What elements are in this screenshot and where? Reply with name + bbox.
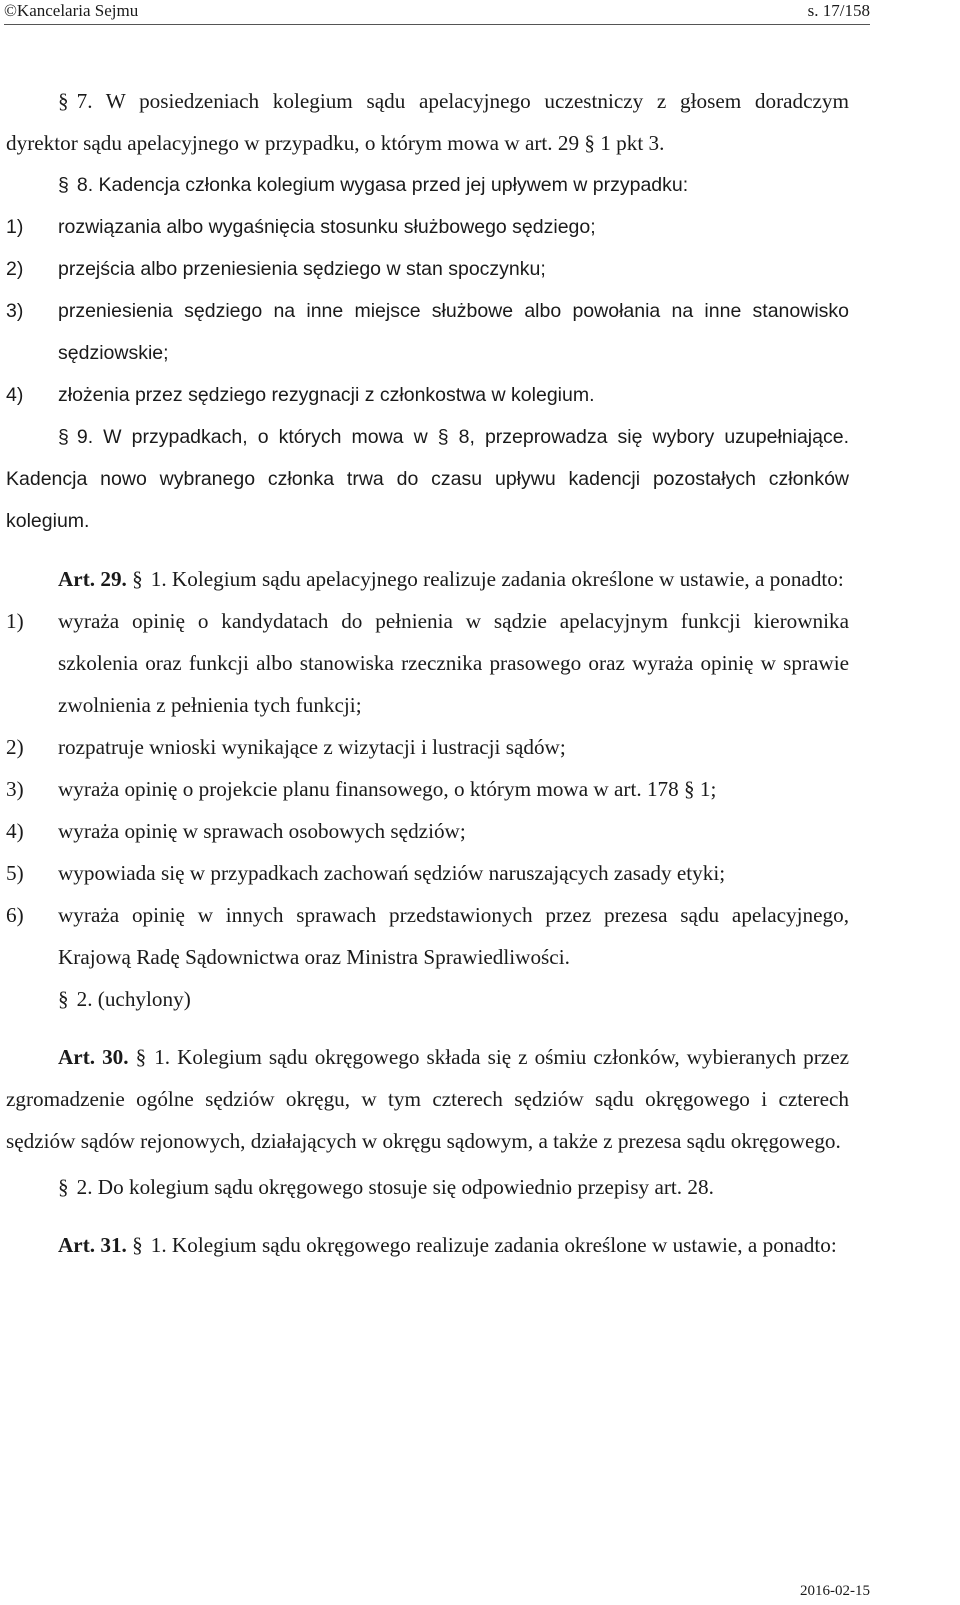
spacer xyxy=(6,1020,849,1036)
article-30-title: Art. 30. xyxy=(58,1045,129,1069)
paragraph-8-text: 8. Kadencja członka kolegium wygasa przed jej upływem w przypadku: xyxy=(76,174,689,196)
list-item: 3) przeniesienia sędziego na inne miejsce służbowe albo powołania na inne stanowisko sędziowskie; xyxy=(6,300,849,364)
section-sign: § xyxy=(132,567,143,591)
article-29-title: Art. 29. xyxy=(58,567,127,591)
article-29 xyxy=(6,558,849,600)
footer-date: 2016-02-15 xyxy=(800,1583,870,1599)
section-sign: § xyxy=(58,174,69,196)
article-31-title: Art. 31. xyxy=(58,1233,127,1257)
list-item: 6) wyraża opinię w innych sprawach przedstawionych przez prezesa sądu apelacyjnego, Krajową Radę Sądownictwa oraz Ministra Sprawiedliwości. xyxy=(6,903,849,969)
article-29-section-2: § 2. (uchylony) xyxy=(58,987,191,1011)
page-number: s. 17/158 xyxy=(807,1,870,20)
article-30-section-2: § 2. Do kolegium sądu okręgowego stosuje się odpowiednio przepisy art. 28. xyxy=(58,1175,714,1199)
paragraph-9-text: 9. W przypadkach, o których mowa w § 8, przeprowadza się wybory uzupełniające. Kadencja nowo wybranego członka trwa do czasu upływu kadencji pozostałych członków kolegium. xyxy=(6,426,849,532)
page-header xyxy=(4,0,870,26)
list-item: 3) wyraża opinię o projekcie planu finansowego, o którym mowa w art. 178 § 1; xyxy=(6,777,717,801)
list-item: 2) przejścia albo przeniesienia sędziego w stan spoczynku; xyxy=(6,258,546,280)
section-sign: § xyxy=(58,426,69,448)
section-sign: § xyxy=(58,1175,69,1199)
list-item: 5) wypowiada się w przypadkach zachowań sędziów naruszających zasady etyki; xyxy=(6,861,726,885)
paragraph-8 xyxy=(6,164,849,206)
article-30 xyxy=(6,1036,849,1162)
list-item: 1) rozwiązania albo wygaśnięcia stosunku służbowego sędziego; xyxy=(6,216,596,238)
document-body xyxy=(6,80,849,1266)
list-item: 4) wyraża opinię w sprawach osobowych sędziów; xyxy=(6,819,466,843)
spacer xyxy=(6,1208,849,1224)
list-item: 4) złożenia przez sędziego rezygnacji z członkostwa w kolegium. xyxy=(6,384,595,406)
publisher-label: ©Kancelaria Sejmu xyxy=(4,1,139,20)
article-31-text: 1. Kolegium sądu okręgowego realizuje zadania określone w ustawie, a ponadto: xyxy=(150,1233,837,1257)
section-sign: § xyxy=(58,89,69,113)
article-30-text: 1. Kolegium sądu okręgowego składa się z ośmiu członków, wybieranych przez zgromadzenie ogólne sędziów okręgu, w tym czterech sędziów sądu okręgowego i czterech sędziów sądów rejonowych, działających w okręgu sądowym, a także z prezesa sądu okręgowego. xyxy=(6,1045,850,1153)
paragraph-7-text: 7. W posiedzeniach kolegium sądu apelacyjnego uczestniczy z głosem doradczym dyrektor sądu apelacyjnego w przypadku, o którym mowa w art. 29 § 1 pkt 3. xyxy=(6,89,849,155)
list-item: 2) rozpatruje wnioski wynikające z wizytacji i lustracji sądów; xyxy=(6,735,566,759)
article-31 xyxy=(6,1224,849,1266)
list-item: 1) wyraża opinię o kandydatach do pełnienia w sądzie apelacyjnym funkcji kierownika szkolenia oraz funkcji albo stanowiska rzecznika prasowego oraz wyraża opinię w sprawie zwolnienia z pełnienia tych funkcji; xyxy=(6,609,849,717)
section-sign: § xyxy=(135,1045,147,1069)
header-divider xyxy=(4,24,870,25)
spacer xyxy=(6,542,849,558)
paragraph-9 xyxy=(6,416,849,542)
paragraph-7 xyxy=(6,80,849,164)
article-29-text: 1. Kolegium sądu apelacyjnego realizuje zadania określone w ustawie, a ponadto: xyxy=(150,567,844,591)
section-sign: § xyxy=(58,987,69,1011)
section-sign: § xyxy=(132,1233,143,1257)
